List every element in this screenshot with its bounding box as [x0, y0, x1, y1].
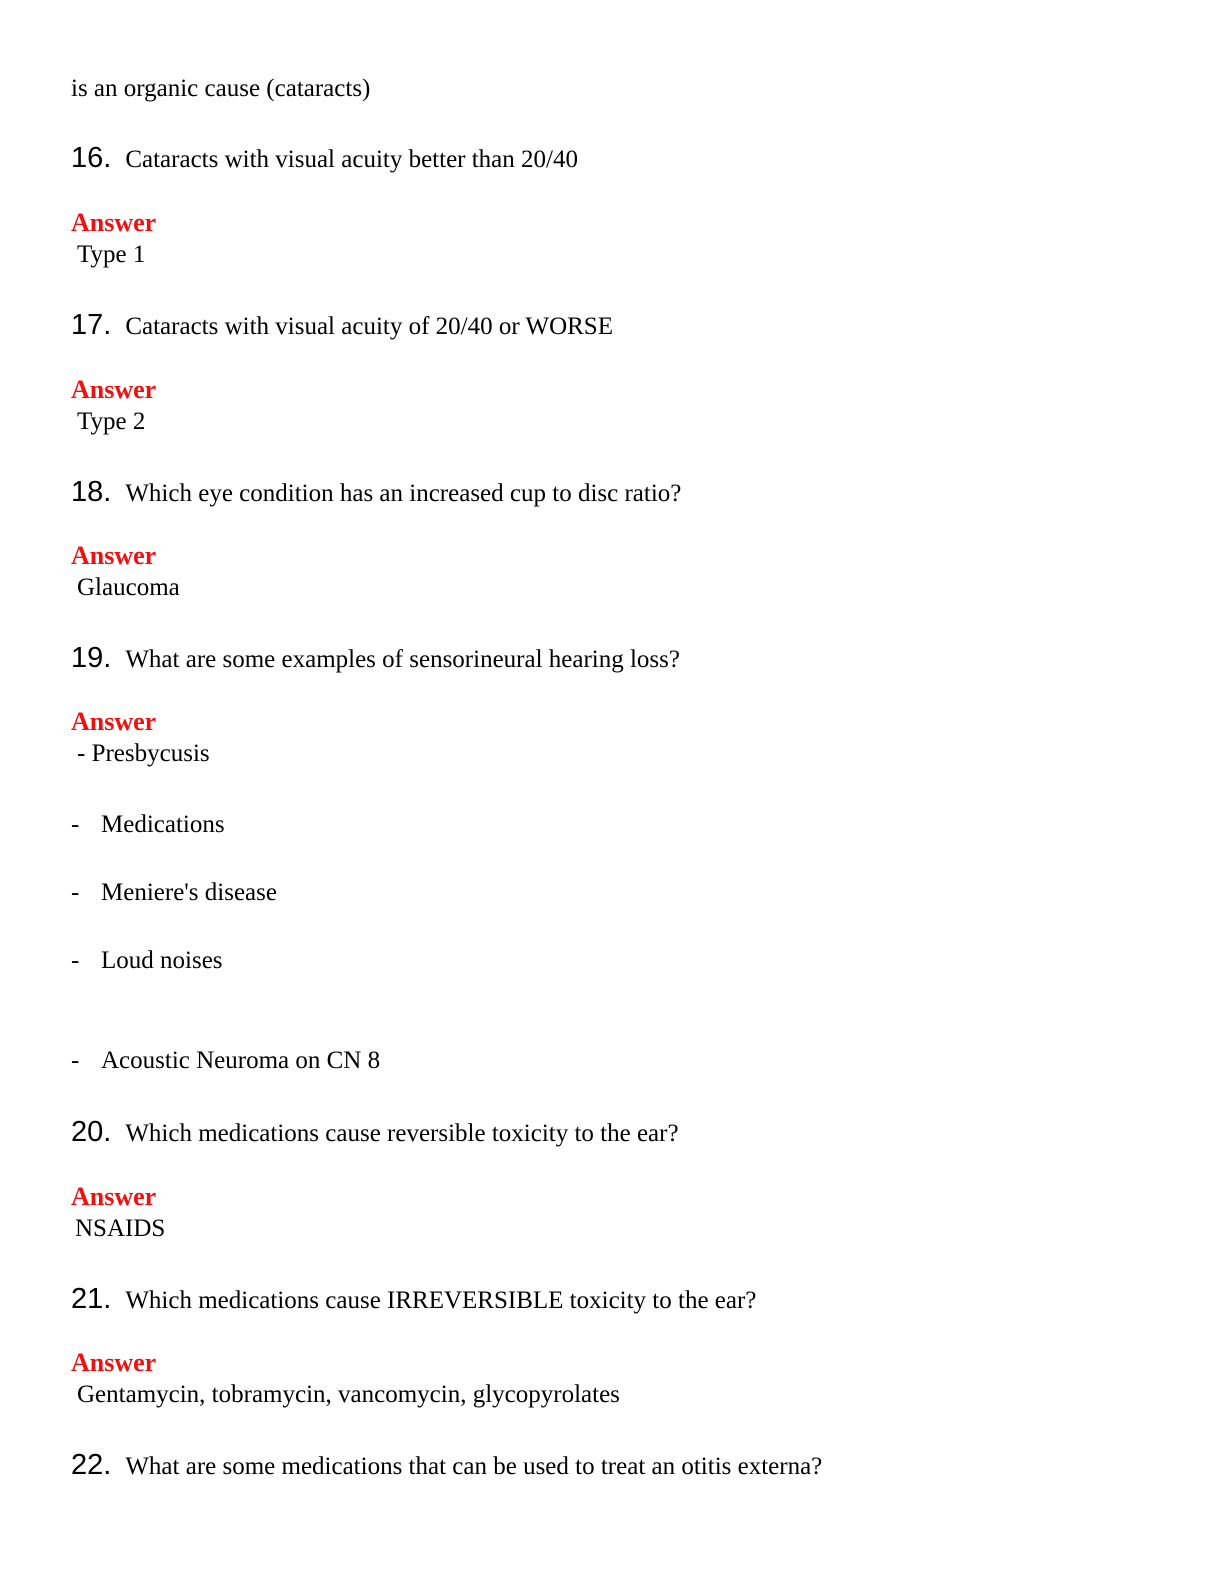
answer-label: Answer — [71, 541, 157, 570]
answer-label: Answer — [71, 1182, 157, 1211]
question-18 — [71, 478, 681, 507]
question-text: Which eye condition has an increased cup to disc ratio? — [125, 480, 682, 507]
question-22 — [71, 1451, 822, 1480]
question-text: What are some examples of sensorineural hearing loss? — [125, 646, 680, 673]
list-item-text: Acoustic Neuroma on CN 8 — [101, 1047, 381, 1074]
answer-text: Type 1 — [77, 241, 146, 268]
question-number: 17. — [71, 309, 112, 341]
question-number: 22. — [71, 1449, 112, 1481]
list-item: - Meniere's disease — [71, 879, 277, 906]
answer-text: Glaucoma — [77, 574, 180, 601]
list-item: - Loud noises — [71, 947, 223, 974]
answer-text: Type 2 — [77, 408, 146, 435]
question-text: What are some medications that can be used to treat an otitis externa? — [125, 1453, 823, 1480]
answer-label: Answer — [71, 707, 157, 736]
continuation-text: is an organic cause (cataracts) — [71, 75, 371, 102]
answer-label: Answer — [71, 375, 157, 404]
question-21 — [71, 1285, 756, 1314]
question-number: 20. — [71, 1116, 112, 1148]
question-text: Which medications cause IRREVERSIBLE toxicity to the ear? — [125, 1287, 757, 1314]
answer-text: - Presbycusis — [77, 740, 210, 767]
list-item-text: Meniere's disease — [101, 879, 277, 906]
question-number: 16. — [71, 142, 112, 174]
answer-text: NSAIDS — [75, 1215, 166, 1242]
question-16 — [71, 144, 578, 173]
list-item: - Medications — [71, 811, 225, 838]
question-text: Which medications cause reversible toxicity to the ear? — [125, 1120, 679, 1147]
question-text: Cataracts with visual acuity of 20/40 or WORSE — [125, 313, 613, 340]
answer-label: Answer — [71, 1348, 157, 1377]
question-number: 21. — [71, 1283, 112, 1315]
answer-label: Answer — [71, 208, 157, 237]
question-19 — [71, 644, 680, 673]
answer-text: Gentamycin, tobramycin, vancomycin, glycopyrolates — [77, 1381, 620, 1408]
question-number: 19. — [71, 642, 112, 674]
question-17 — [71, 311, 613, 340]
list-item-text: Loud noises — [101, 947, 223, 974]
list-item: - Acoustic Neuroma on CN 8 — [71, 1047, 381, 1074]
question-number: 18. — [71, 476, 112, 508]
question-text: Cataracts with visual acuity better than 20/40 — [125, 146, 578, 173]
list-item-text: Medications — [101, 811, 225, 838]
question-20 — [71, 1118, 679, 1147]
